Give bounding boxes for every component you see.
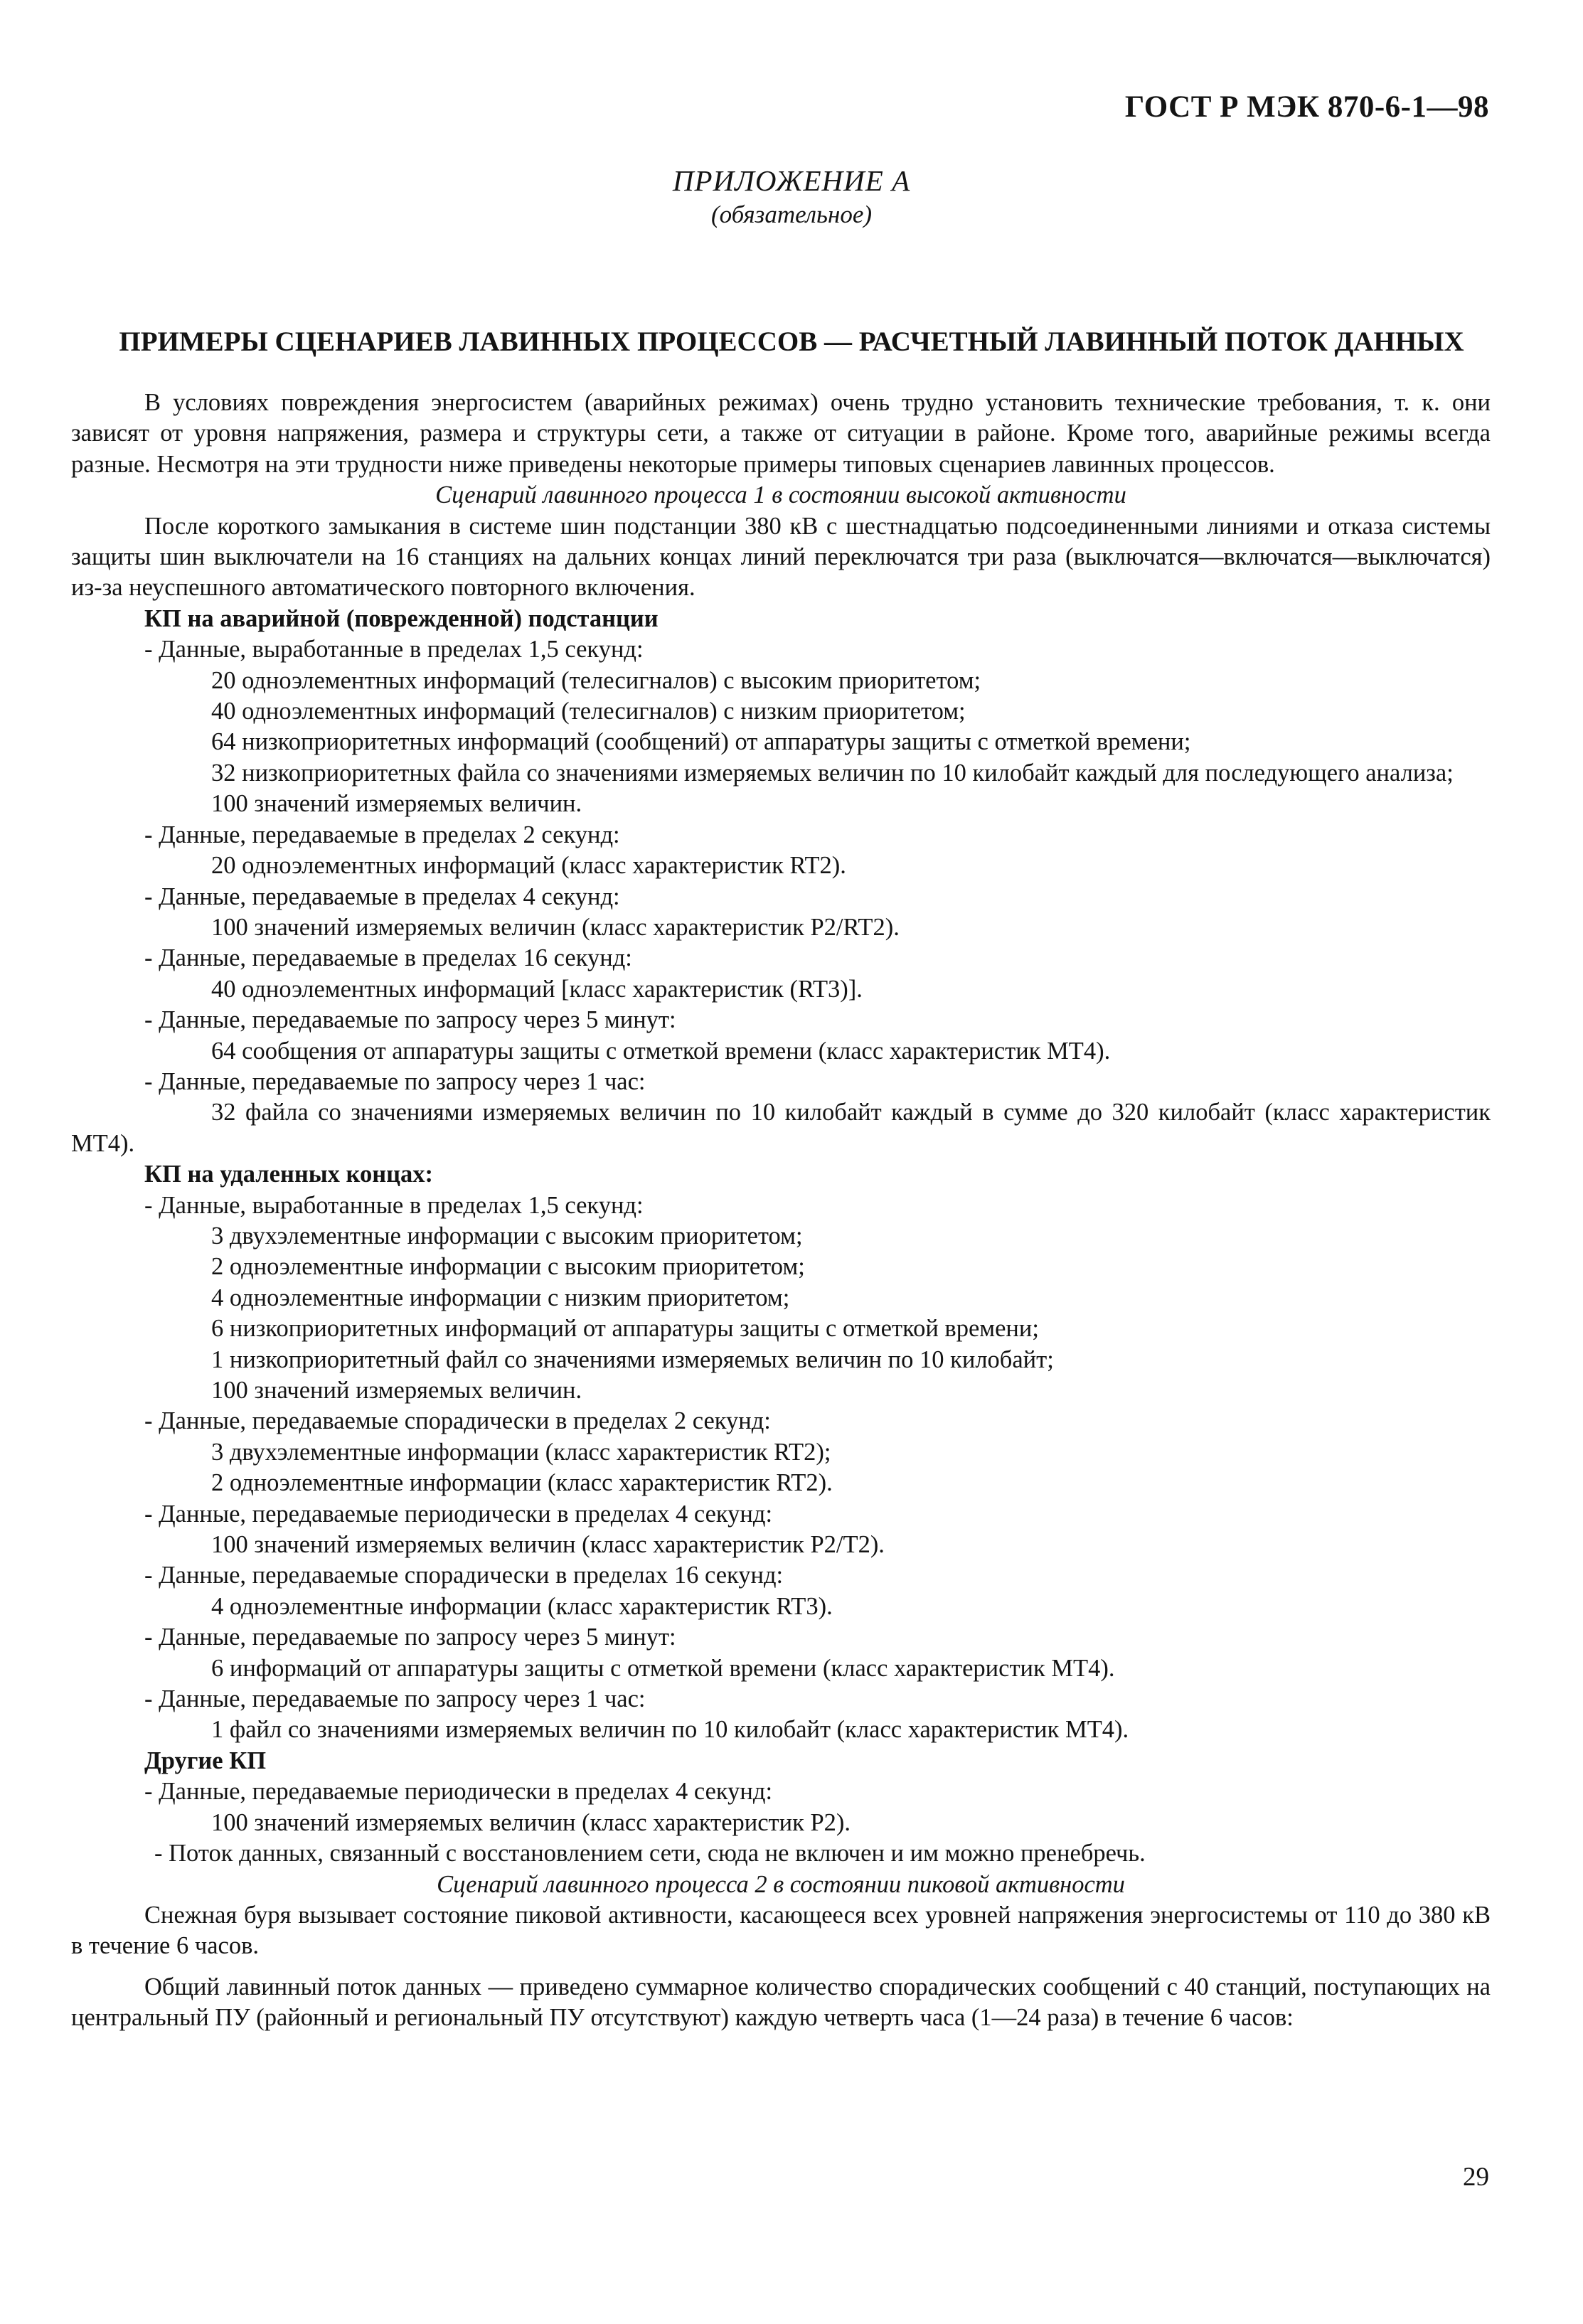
scenario1-paragraph: После короткого замыкания в системе шин подстанции 380 кВ с шестнадцатью подсоединенными линиями и отказа системы защиты шин выключатели на 16 станциях на дальних концах линий переключатся три раза (выключатся—включатся—выключатся) из-за неуспешного автоматического повторного включения. bbox=[71, 512, 1491, 602]
intro-paragraph: В условиях повреждения энергосистем (аварийных режимах) очень трудно установить технические требования, т. к. они зависят от уровня напряжения, размера и структуры сети, а также от ситуации в районе. Кроме того, аварийные режимы всегда разные. Несмотря на эти трудности ниже приведены некоторые примеры типовых сценариев лавинных процессов. bbox=[71, 389, 1491, 478]
list-item: - Данные, передаваемые в пределах 16 секунд: bbox=[144, 944, 632, 972]
list-item: - Данные, передаваемые по запросу через 1 час: bbox=[144, 1067, 646, 1095]
list-item: 2 одноэлементные информации с высоким приоритетом; bbox=[211, 1253, 805, 1281]
list-item: 100 значений измеряемых величин. bbox=[211, 1377, 582, 1404]
body-text bbox=[71, 388, 1491, 2034]
appendix-note: (обязательное) bbox=[710, 201, 873, 228]
damaged-station-heading: КП на аварийной (поврежденной) подстанции bbox=[144, 604, 659, 632]
list-item: 20 одноэлементных информаций (телесигналов) с высоким приоритетом; bbox=[211, 666, 981, 694]
scenario2-paragraph-2: Общий лавинный поток данных — приведено суммарное количество спорадических сообщений с 40 станций, поступающих на центральный ПУ (районный и региональный ПУ отсутствуют) каждую четверть часа (1—24 раза) в течение 6 часов: bbox=[71, 1973, 1491, 2032]
scenario2-paragraph-1: Снежная буря вызывает состояние пиковой активности, касающееся всех уровней напряжения энергосистемы от 110 до 380 кВ в течение 6 часов. bbox=[71, 1901, 1491, 1960]
list-item: - Данные, передаваемые периодически в пределах 4 секунд: bbox=[144, 1778, 773, 1806]
list-item: - Данные, передаваемые по запросу через 1 час: bbox=[144, 1685, 646, 1713]
document-code: ГОСТ Р МЭК 870-6-1—98 bbox=[1124, 90, 1489, 124]
other-stations-heading: Другие КП bbox=[144, 1747, 267, 1774]
list-item: 6 информаций от аппаратуры защиты с отметкой времени (класс характеристик MT4). bbox=[211, 1654, 1115, 1682]
list-item: 3 двухэлементные информации (класс характеристик RT2); bbox=[211, 1438, 831, 1466]
list-item: - Данные, передаваемые периодически в пределах 4 секунд: bbox=[144, 1500, 773, 1528]
list-item: - Данные, передаваемые по запросу через 5 минут: bbox=[144, 1624, 676, 1651]
list-item: 40 одноэлементных информаций (телесигналов) с низким приоритетом; bbox=[211, 698, 966, 725]
scenario1-heading: Сценарий лавинного процесса 1 в состоянии высокой активности bbox=[435, 481, 1126, 509]
list-item: 100 значений измеряемых величин (класс характеристик P2/T2). bbox=[211, 1531, 885, 1559]
list-item: 64 сообщения от аппаратуры защиты с отметкой времени (класс характеристик MT4). bbox=[211, 1037, 1111, 1065]
list-item: 1 низкоприоритетный файл со значениями измеряемых величин по 10 килобайт; bbox=[211, 1345, 1054, 1373]
list-item: 2 одноэлементные информации (класс характеристик RT2). bbox=[211, 1469, 833, 1497]
scenario2-heading: Сценарий лавинного процесса 2 в состоянии пиковой активности bbox=[437, 1870, 1125, 1898]
list-item: - Данные, передаваемые по запросу через 5 минут: bbox=[144, 1006, 676, 1034]
list-item: - Данные, передаваемые в пределах 2 секунд: bbox=[144, 821, 620, 848]
remote-station-heading: КП на удаленных концах: bbox=[144, 1161, 433, 1188]
list-item: - Данные, выработанные в пределах 1,5 секунд: bbox=[144, 1191, 644, 1219]
list-item: - Данные, передаваемые спорадически в пределах 2 секунд: bbox=[144, 1407, 771, 1435]
list-item: 4 одноэлементные информации (класс характеристик RT3). bbox=[211, 1592, 833, 1620]
list-item: 40 одноэлементных информаций [класс характеристик (RT3)]. bbox=[211, 975, 863, 1003]
list-item: 32 низкоприоритетных файла со значениями измеряемых величин по 10 килобайт каждый для последующего анализа; bbox=[211, 759, 1454, 787]
list-item: 64 низкоприоритетных информаций (сообщений) от аппаратуры защиты с отметкой времени; bbox=[211, 728, 1191, 756]
list-item: 32 файла со значениями измеряемых величин по 10 килобайт каждый в сумме до 320 килобайт (класс характеристик MT4). bbox=[71, 1099, 1491, 1157]
list-item: - Данные, передаваемые спорадически в пределах 16 секунд: bbox=[144, 1562, 784, 1589]
list-item: 3 двухэлементные информации с высоким приоритетом; bbox=[211, 1222, 803, 1249]
page-number: 29 bbox=[1463, 2163, 1489, 2192]
list-item: - Данные, передаваемые в пределах 4 секунд: bbox=[144, 883, 620, 910]
appendix-title: ПРИЛОЖЕНИЕ А bbox=[672, 164, 911, 197]
list-item: 20 одноэлементных информаций (класс характеристик RT2). bbox=[211, 852, 846, 880]
main-title: ПРИМЕРЫ СЦЕНАРИЕВ ЛАВИННЫХ ПРОЦЕССОВ — РАСЧЕТНЫЙ ЛАВИННЫЙ ПОТОК ДАННЫХ bbox=[119, 326, 1464, 357]
list-item: - Поток данных, связанный с восстановлением сети, сюда не включен и им можно пренебречь. bbox=[154, 1840, 1146, 1867]
list-item: 4 одноэлементные информации с низким приоритетом; bbox=[211, 1284, 790, 1311]
list-item: 100 значений измеряемых величин. bbox=[211, 790, 582, 818]
list-item: 1 файл со значениями измеряемых величин по 10 килобайт (класс характеристик MT4). bbox=[211, 1716, 1129, 1744]
list-item: 100 значений измеряемых величин (класс характеристик P2/RT2). bbox=[211, 913, 900, 941]
list-item: 100 значений измеряемых величин (класс характеристик P2). bbox=[211, 1808, 851, 1836]
list-item: 6 низкоприоритетных информаций от аппаратуры защиты с отметкой времени; bbox=[211, 1315, 1039, 1343]
list-item: - Данные, выработанные в пределах 1,5 секунд: bbox=[144, 636, 644, 663]
